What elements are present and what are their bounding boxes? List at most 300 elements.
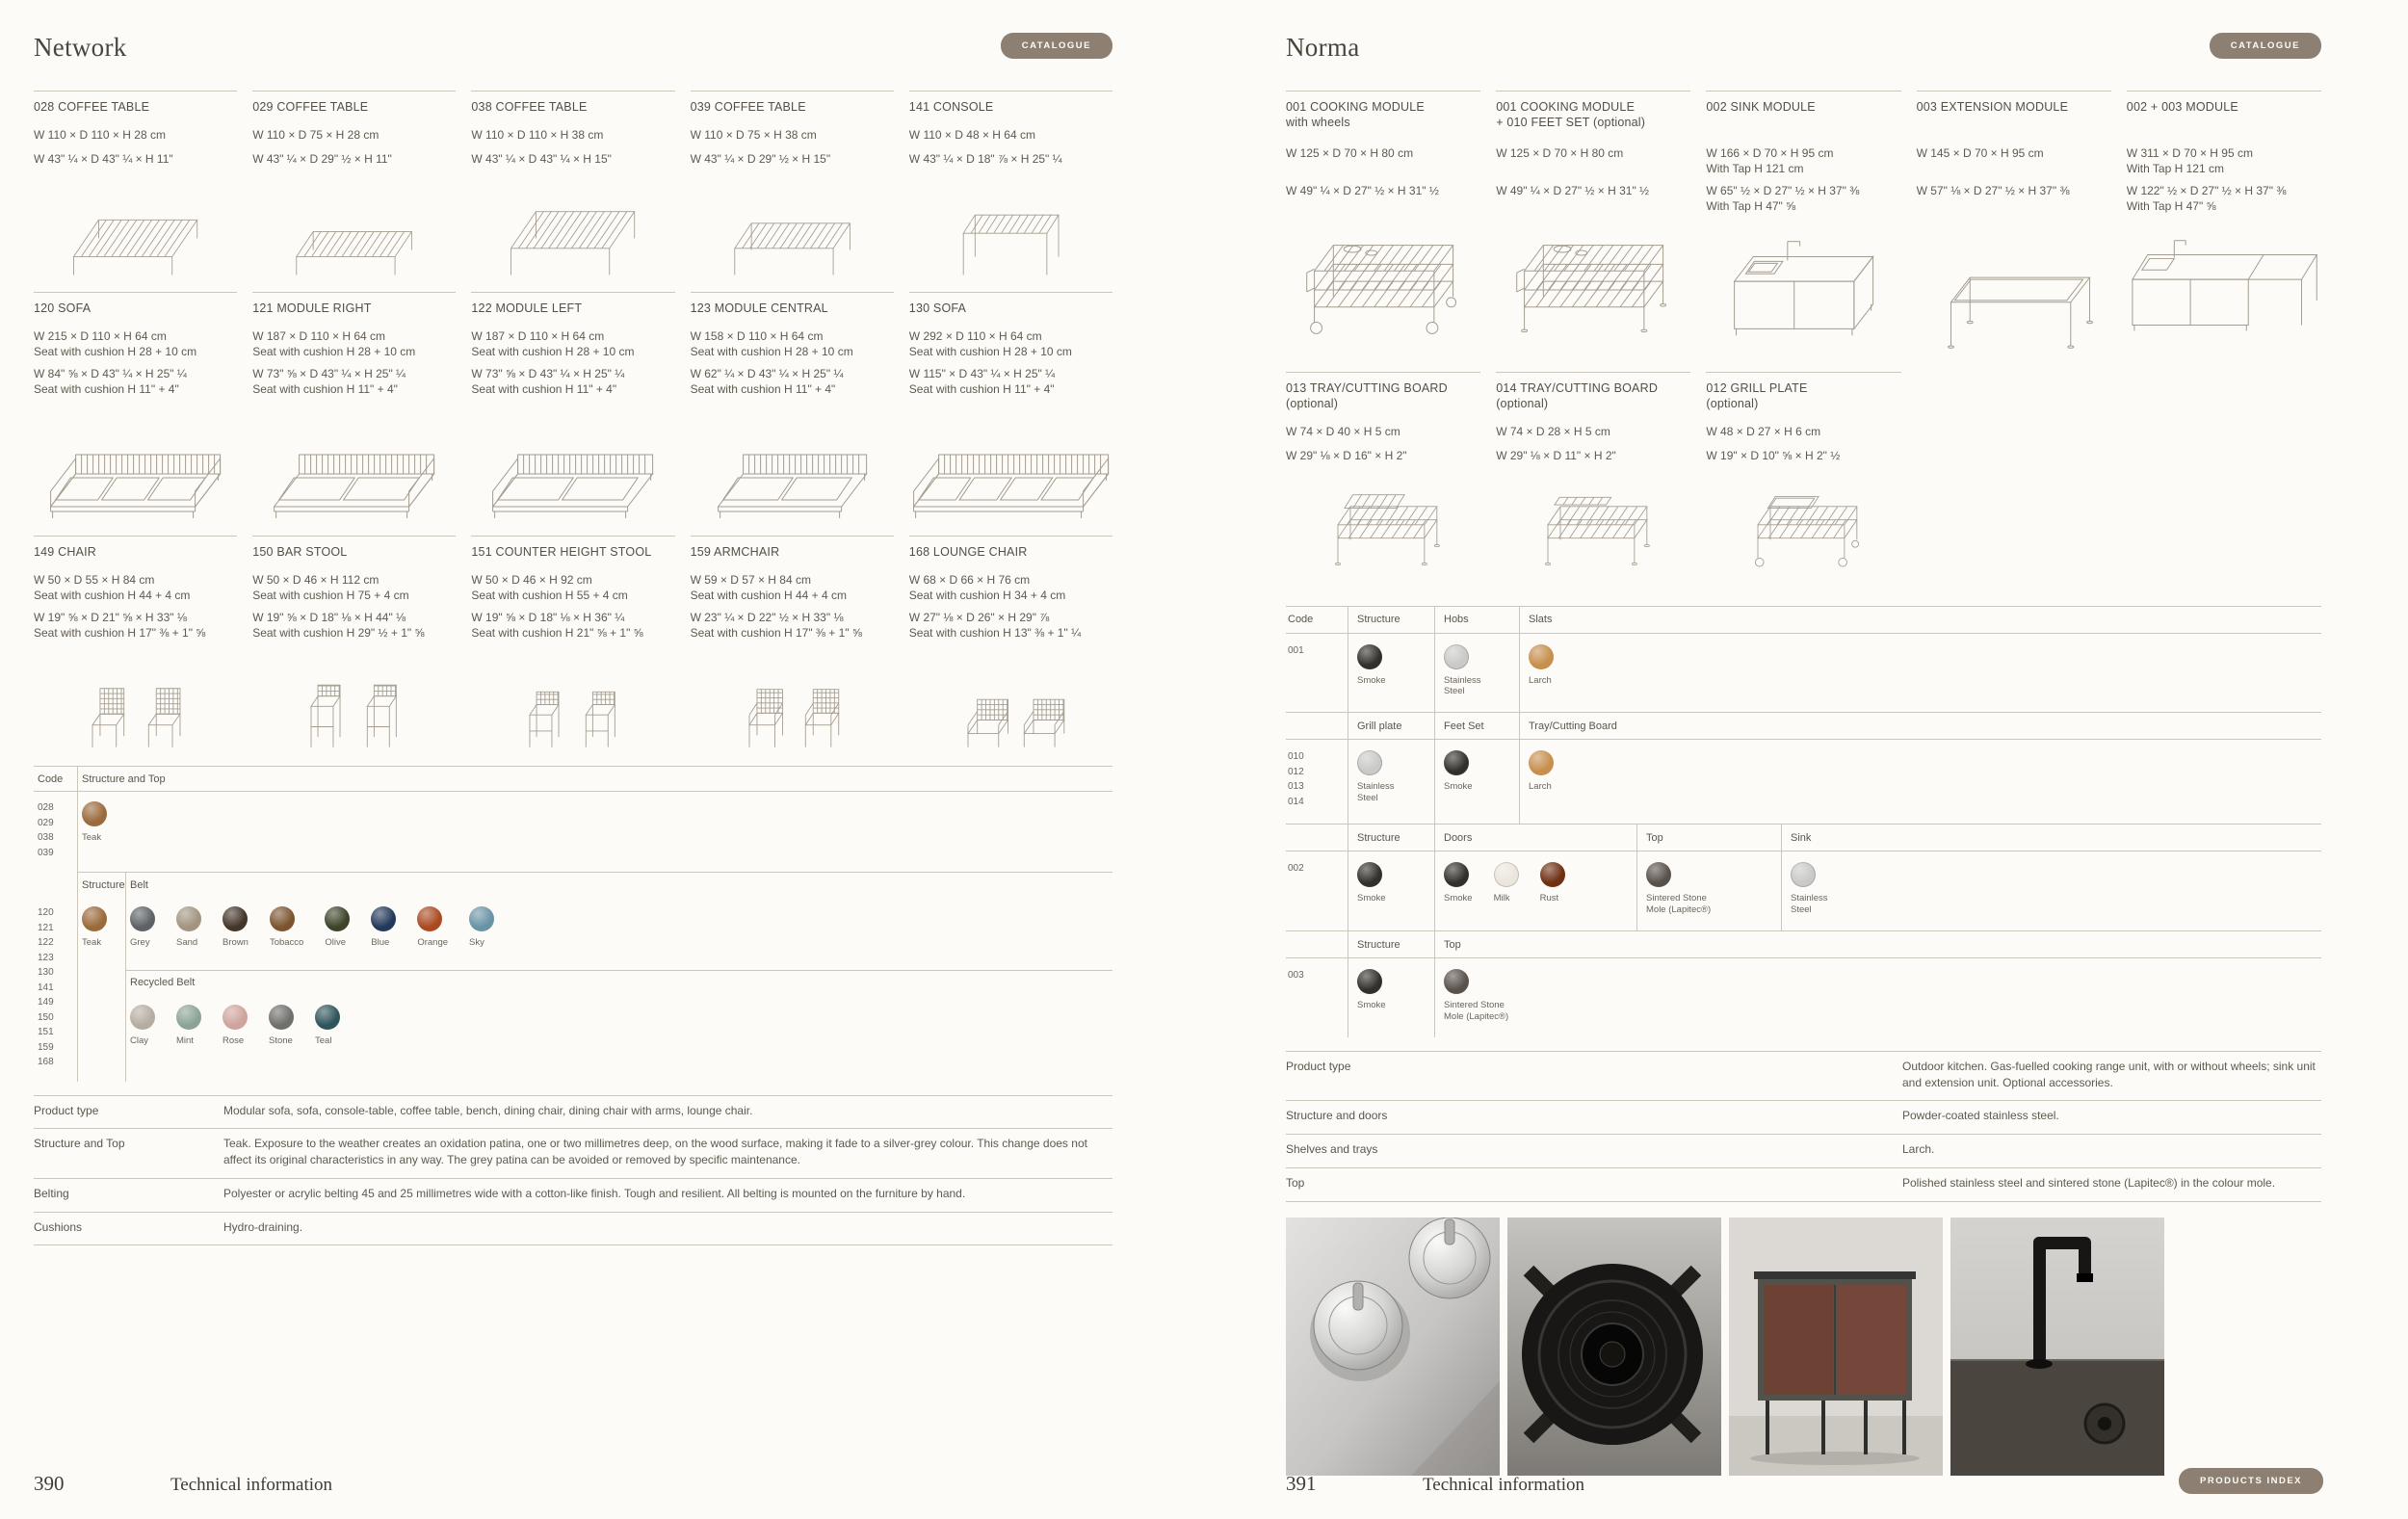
product-drawing-module-left xyxy=(471,406,674,522)
product-name: 012 GRILL PLATE (optional) xyxy=(1706,381,1808,411)
swatch-label: Sand xyxy=(176,937,198,948)
product-dimensions-inches: W 65" ½ × D 27" ½ × H 37" ⅜ With Tap H 47" ⅝ xyxy=(1706,184,1860,214)
swatch-label: Sky xyxy=(469,937,484,948)
swatch-row xyxy=(1782,851,2321,930)
product-card xyxy=(1496,372,1690,592)
finish-swatch xyxy=(325,906,350,949)
product-name: 001 COOKING MODULE with wheels xyxy=(1286,100,1425,130)
column-header: Top xyxy=(1435,931,2321,958)
swatch-circle xyxy=(82,801,107,826)
product-dimensions-cm: W 292 × D 110 × H 64 cm Seat with cushion H 28 + 10 cm xyxy=(908,329,1072,359)
swatch-circle xyxy=(417,906,442,931)
swatch-circle xyxy=(469,906,494,931)
finish-swatch xyxy=(1791,862,1845,916)
product-dimensions-inches: W 23" ¼ × D 22" ½ × H 33" ⅛ Seat with cushion H 17" ⅜ + 1" ⅝ xyxy=(690,611,862,641)
product-dimensions-inches: W 43" ¼ × D 29" ½ × H 11" xyxy=(252,152,392,166)
product-name: 014 TRAY/CUTTING BOARD (optional) xyxy=(1496,381,1659,411)
swatch-label: Smoke xyxy=(1357,1000,1386,1010)
structure-top-header: Structure and Top xyxy=(78,767,1112,792)
product-drawing-module-central xyxy=(691,406,894,522)
spec-label: Shelves and trays xyxy=(1286,1142,1378,1157)
spec-label: Structure and Top xyxy=(34,1137,125,1151)
page-title: Norma xyxy=(1286,33,1360,62)
swatch-row xyxy=(78,897,125,960)
swatch-circle xyxy=(176,906,201,931)
spec-row xyxy=(1286,1167,2321,1201)
swatch-circle xyxy=(1444,969,1469,994)
product-dimensions-cm: W 125 × D 70 × H 80 cm xyxy=(1286,146,1414,160)
swatch-label: Larch xyxy=(1529,674,1552,686)
column-header: Top xyxy=(1637,825,1781,851)
spec-row xyxy=(34,1095,1112,1129)
product-card xyxy=(909,91,1112,292)
swatch-row xyxy=(1348,851,1434,930)
catalogue-button[interactable]: CATALOGUE xyxy=(2210,33,2321,59)
belt-column xyxy=(126,872,1112,1082)
swatch-label: Rust xyxy=(1539,893,1559,904)
spec-value: Modular sofa, sofa, console-table, coffee table, bench, dining chair, dining chair with arms, lounge chair. xyxy=(223,1103,753,1117)
page-header xyxy=(1286,33,2321,91)
finishes-column xyxy=(1434,713,1519,824)
product-card xyxy=(691,292,894,536)
product-card xyxy=(34,91,237,292)
swatch-label: Sintered Stone Mole (Lapitec®) xyxy=(1646,893,1712,916)
finishes-column xyxy=(1348,713,1434,824)
product-card xyxy=(691,91,894,292)
swatch-label: Smoke xyxy=(1444,781,1473,793)
spec-row xyxy=(34,1212,1112,1245)
spec-row xyxy=(1286,1051,2321,1101)
finish-swatch xyxy=(82,801,107,844)
product-dimensions-cm: W 110 × D 110 × H 38 cm xyxy=(471,128,604,142)
page-footer xyxy=(34,1472,332,1496)
swatch-label: Stone xyxy=(269,1034,293,1046)
product-dimensions-inches: W 84" ⅝ × D 43" ¼ × H 25" ¼ Seat with cushion H 11" + 4" xyxy=(34,367,187,397)
finish-swatch xyxy=(1444,644,1498,698)
spec-value: Powder-coated stainless steel. xyxy=(1902,1109,2059,1123)
product-card xyxy=(34,292,237,536)
product-drawing-module-right xyxy=(252,406,456,522)
swatch-circle xyxy=(222,1005,248,1030)
product-dimensions-inches: W 73" ⅝ × D 43" ¼ × H 25" ¼ Seat with cushion H 11" + 4" xyxy=(252,367,406,397)
product-name: 159 ARMCHAIR xyxy=(690,545,780,559)
product-drawing-sink-module xyxy=(1706,223,1900,358)
product-dimensions-cm: W 110 × D 75 × H 38 cm xyxy=(690,128,817,142)
code-list: 002 xyxy=(1288,863,1304,875)
code-column xyxy=(34,872,78,1082)
column-header: Doors xyxy=(1435,825,1636,851)
product-row xyxy=(34,536,1112,766)
swatch-circle xyxy=(1529,644,1554,669)
spec-label: Product type xyxy=(1286,1059,1351,1073)
photo-gas-burner xyxy=(1507,1218,1721,1476)
product-card xyxy=(1706,91,1900,372)
finishes-column xyxy=(1519,713,2321,824)
finish-swatch xyxy=(176,1005,201,1047)
product-card xyxy=(471,91,674,292)
product-dimensions-inches: W 57" ⅛ × D 27" ½ × H 37" ⅜ xyxy=(1916,184,2070,197)
product-grid xyxy=(1286,91,2321,592)
product-name: 038 COFFEE TABLE xyxy=(471,100,588,114)
specifications-table xyxy=(1286,1051,2321,1202)
spec-row xyxy=(1286,1100,2321,1134)
product-drawing-table-square-low xyxy=(34,178,237,278)
product-dimensions-cm: W 110 × D 110 × H 28 cm xyxy=(34,128,166,142)
swatch-circle xyxy=(1444,750,1469,775)
code-header: Code xyxy=(34,767,77,792)
finish-swatch xyxy=(1444,862,1473,904)
products-index-button[interactable]: PRODUCTS INDEX xyxy=(2179,1468,2323,1494)
catalogue-button[interactable]: CATALOGUE xyxy=(1001,33,1112,59)
product-name: 121 MODULE RIGHT xyxy=(252,301,372,315)
product-dimensions-cm: W 74 × D 28 × H 5 cm xyxy=(1496,424,1610,438)
swatch-row xyxy=(1348,634,1434,713)
product-dimensions-cm: W 50 × D 46 × H 92 cm Seat with cushion H 55 + 4 cm xyxy=(471,573,628,603)
product-dimensions-cm: W 311 × D 70 × H 95 cm With Tap H 121 cm xyxy=(2126,146,2253,176)
swatch-label: Tobacco xyxy=(269,937,304,948)
finish-swatch xyxy=(1529,750,1554,793)
finishes-code-column xyxy=(1286,825,1348,930)
swatch-circle xyxy=(130,1005,155,1030)
product-drawing-table-rect-high xyxy=(691,178,894,278)
product-dimensions-inches: W 19" × D 10" ⅝ × H 2" ½ xyxy=(1706,448,1841,462)
product-name: 039 COFFEE TABLE xyxy=(690,100,806,114)
swatch-row xyxy=(126,897,1112,960)
column-header: Feet Set xyxy=(1435,713,1519,740)
product-dimensions-cm: W 125 × D 70 × H 80 cm xyxy=(1496,146,1624,160)
spec-value: Larch. xyxy=(1902,1142,1935,1157)
finishes-code-column xyxy=(1286,607,1348,713)
swatch-label: Orange xyxy=(417,937,449,948)
product-name: 168 LOUNGE CHAIR xyxy=(908,545,1028,559)
recycled-belt-header: Recycled Belt xyxy=(126,970,1112,995)
product-dimensions-inches: W 19" ⅝ × D 21" ⅝ × H 33" ⅛ Seat with cushion H 17" ⅜ + 1" ⅝ xyxy=(34,611,206,641)
swatch-row xyxy=(1435,634,1519,713)
product-card xyxy=(252,536,456,766)
product-drawing-extension-module xyxy=(1917,223,2111,358)
swatch-circle xyxy=(222,906,248,931)
swatch-label: Olive xyxy=(325,937,346,948)
swatch-circle xyxy=(1444,644,1469,669)
swatch-circle xyxy=(269,1005,294,1030)
product-name: 002 + 003 MODULE xyxy=(2126,100,2238,114)
column-header: Tray/Cutting Board xyxy=(1520,713,2321,740)
code-list: 001 xyxy=(1288,644,1304,656)
finishes-code-column xyxy=(1286,713,1348,824)
product-dimensions-cm: W 68 × D 66 × H 76 cm Seat with cushion H 34 + 4 cm xyxy=(908,573,1066,603)
product-dimensions-cm: W 187 × D 110 × H 64 cm Seat with cushion H 28 + 10 cm xyxy=(252,329,416,359)
finish-swatch xyxy=(469,906,494,949)
product-dimensions-inches: W 19" ⅝ × D 18" ⅛ × H 44" ⅛ Seat with cushion H 29" ½ + 1" ⅝ xyxy=(252,611,425,641)
code-list: 028 029 038 039 xyxy=(38,802,54,858)
product-drawing-chairs xyxy=(34,650,237,752)
product-drawing-acc-grill xyxy=(1706,475,1900,579)
swatch-circle xyxy=(1529,750,1554,775)
product-dimensions-cm: W 145 × D 70 × H 95 cm xyxy=(1916,146,2044,160)
spec-value: Hydro-draining. xyxy=(223,1219,303,1234)
product-dimensions-cm: W 187 × D 110 × H 64 cm Seat with cushion H 28 + 10 cm xyxy=(471,329,635,359)
product-drawing-table-rect-low xyxy=(252,178,456,278)
swatch-circle xyxy=(1494,862,1519,887)
swatch-label: Clay xyxy=(130,1034,149,1046)
product-dimensions-inches: W 43" ¼ × D 43" ¼ × H 11" xyxy=(34,152,173,166)
product-card xyxy=(909,292,1112,536)
column-header: Slats xyxy=(1520,607,2321,634)
swatch-circle xyxy=(176,1005,201,1030)
swatch-circle xyxy=(1791,862,1816,887)
product-name: 029 COFFEE TABLE xyxy=(252,100,369,114)
product-name: 028 COFFEE TABLE xyxy=(34,100,150,114)
product-row xyxy=(1286,372,2321,592)
finish-swatch xyxy=(1444,750,1473,793)
finishes-column xyxy=(1434,825,1636,930)
column-header xyxy=(1286,931,1348,958)
code-list: 003 xyxy=(1288,970,1304,981)
spec-label: Belting xyxy=(34,1186,69,1200)
swatch-label: Smoke xyxy=(1357,674,1386,686)
product-dimensions-inches: W 19" ⅝ × D 18" ⅛ × H 36" ¼ Seat with cushion H 21" ⅝ + 1" ⅝ xyxy=(471,611,643,641)
product-dimensions-cm: W 50 × D 55 × H 84 cm Seat with cushion H 44 + 4 cm xyxy=(34,573,191,603)
swatch-label: Rose xyxy=(222,1034,245,1046)
photo-kitchen-module xyxy=(1729,1218,1943,1476)
product-card xyxy=(691,536,894,766)
product-card xyxy=(471,536,674,766)
product-drawing-barstools xyxy=(252,650,456,752)
swatch-label: Brown xyxy=(222,937,249,948)
swatch-row xyxy=(1348,958,1434,1037)
product-drawing-combo-module xyxy=(2127,223,2321,358)
product-card xyxy=(252,91,456,292)
finish-swatch xyxy=(130,1005,155,1047)
finishes-column xyxy=(1434,931,2321,1037)
swatch-label: Stainless Steel xyxy=(1791,893,1828,916)
colors-table-bottom xyxy=(34,872,1112,1082)
finish-swatch xyxy=(1529,644,1554,687)
product-name: 002 SINK MODULE xyxy=(1706,100,1816,114)
finish-swatch xyxy=(315,1005,340,1047)
product-dimensions-inches: W 115" × D 43" ¼ × H 25" ¼ Seat with cushion H 11" + 4" xyxy=(908,367,1056,397)
spec-label: Top xyxy=(1286,1175,1305,1190)
product-dimensions-cm: W 74 × D 40 × H 5 cm xyxy=(1286,424,1400,438)
product-drawing-acc-tray-large xyxy=(1286,475,1480,579)
product-card xyxy=(2127,91,2321,372)
product-dimensions-inches: W 73" ⅝ × D 43" ¼ × H 25" ¼ Seat with cushion H 11" + 4" xyxy=(471,367,625,397)
column-header: Structure xyxy=(1348,825,1434,851)
swatch-label: Sintered Stone Mole (Lapitec®) xyxy=(1444,1000,1509,1022)
swatch-label: Teal xyxy=(315,1034,332,1046)
structure-column xyxy=(78,872,126,1082)
swatch-row xyxy=(1637,851,1781,930)
product-drawing-cart-feet xyxy=(1496,223,1690,358)
spec-value: Polished stainless steel and sintered stone (Lapitec®) in the colour mole. xyxy=(1902,1175,2276,1190)
swatch-circle xyxy=(1646,862,1671,887)
product-name: 149 CHAIR xyxy=(34,545,97,559)
finishes-code-column xyxy=(1286,931,1348,1037)
product-drawing-cart-wheels xyxy=(1286,223,1480,358)
finish-swatch xyxy=(176,906,201,949)
product-dimensions-cm: W 110 × D 48 × H 64 cm xyxy=(908,128,1035,142)
product-dimensions-cm: W 166 × D 70 × H 95 cm With Tap H 121 cm xyxy=(1706,146,1834,176)
product-dimensions-cm: W 158 × D 110 × H 64 cm Seat with cushion H 28 + 10 cm xyxy=(690,329,853,359)
product-name: 013 TRAY/CUTTING BOARD (optional) xyxy=(1286,381,1448,411)
spec-label: Structure and doors xyxy=(1286,1109,1388,1123)
page-norma xyxy=(1204,0,2408,1519)
product-dimensions-inches: W 49" ¼ × D 27" ½ × H 31" ½ xyxy=(1496,184,1650,197)
product-card xyxy=(1917,91,2111,372)
product-card xyxy=(252,292,456,536)
empty-cell xyxy=(2127,372,2321,592)
swatch-circle xyxy=(1540,862,1565,887)
swatch-label: Blue xyxy=(371,937,390,948)
photo-tap-detail xyxy=(1950,1218,2164,1476)
product-drawing-armchairs xyxy=(691,650,894,752)
colors-table-top xyxy=(34,766,1112,872)
swatch-label: Grey xyxy=(130,937,150,948)
column-header: Grill plate xyxy=(1348,713,1434,740)
swatch-circle xyxy=(130,906,155,931)
belt-header: Belt xyxy=(126,872,1112,897)
finish-swatch xyxy=(1444,969,1513,1023)
product-card xyxy=(1286,91,1480,372)
structure-header: Structure xyxy=(78,872,125,897)
page-title: Network xyxy=(34,33,127,62)
product-name: 141 CONSOLE xyxy=(908,100,994,114)
code-list: 120 121 122 123 130 141 149 150 151 159 168 xyxy=(38,907,54,1067)
spec-row xyxy=(1286,1134,2321,1167)
swatch-circle xyxy=(371,906,396,931)
finish-swatch xyxy=(130,906,155,949)
product-name: 003 EXTENSION MODULE xyxy=(1916,100,2069,114)
finish-swatch xyxy=(270,906,303,949)
spec-label: Product type xyxy=(34,1103,99,1117)
specifications-table xyxy=(34,1095,1112,1246)
swatch-circle xyxy=(1357,862,1382,887)
swatch-row xyxy=(1520,740,2321,824)
finishes-column xyxy=(1519,607,2321,713)
product-card xyxy=(471,292,674,536)
spec-label: Cushions xyxy=(34,1219,83,1234)
product-card xyxy=(1496,91,1690,372)
finish-swatch xyxy=(1494,862,1519,904)
code-header-empty xyxy=(34,872,77,897)
product-name: 130 SOFA xyxy=(908,301,967,315)
product-dimensions-inches: W 27" ⅛ × D 26" × H 29" ⅞ Seat with cushion H 13" ⅜ + 1" ¼ xyxy=(908,611,1082,641)
page-number: 390 xyxy=(34,1472,65,1495)
product-row xyxy=(1286,91,2321,372)
swatch-row xyxy=(1435,740,1519,824)
column-header xyxy=(1286,825,1348,851)
swatch-circle xyxy=(315,1005,340,1030)
swatch-label: Smoke xyxy=(1357,893,1386,904)
product-dimensions-inches: W 29" ⅛ × D 16" × H 2" xyxy=(1286,448,1407,462)
column-header xyxy=(1286,713,1348,740)
page-number: 391 xyxy=(1286,1472,1317,1495)
swatch-row xyxy=(1435,958,2321,1037)
column-header: Structure xyxy=(1348,931,1434,958)
finishes-section xyxy=(1286,824,2321,930)
product-dimensions-inches: W 62" ¼ × D 43" ¼ × H 25" ¼ Seat with cushion H 11" + 4" xyxy=(690,367,844,397)
finish-swatch xyxy=(222,906,249,949)
footer-title: Technical information xyxy=(170,1475,333,1495)
product-drawing-counterstools xyxy=(471,650,674,752)
product-drawing-sofa-wide xyxy=(909,406,1112,522)
product-drawing-sofa xyxy=(34,406,237,522)
finish-swatch xyxy=(1357,644,1386,687)
product-card xyxy=(909,536,1112,766)
swatch-label: Milk xyxy=(1493,893,1510,904)
product-card xyxy=(34,536,237,766)
product-row xyxy=(34,91,1112,292)
swatch-label: Teak xyxy=(82,937,102,948)
swatch-label: Mint xyxy=(176,1034,194,1046)
footer-title: Technical information xyxy=(1423,1475,1585,1495)
product-card xyxy=(1706,372,1900,592)
product-name: 123 MODULE CENTRAL xyxy=(690,301,828,315)
finish-swatch xyxy=(82,906,107,949)
swatch-row xyxy=(1348,740,1434,824)
finishes-column xyxy=(1781,825,2321,930)
finish-swatch xyxy=(269,1005,294,1047)
spec-row xyxy=(34,1128,1112,1178)
product-dimensions-inches: W 43" ¼ × D 29" ½ × H 15" xyxy=(690,152,831,166)
product-name: 120 SOFA xyxy=(34,301,92,315)
swatch-circle xyxy=(1357,969,1382,994)
finish-swatch xyxy=(1540,862,1565,904)
product-name: 150 BAR STOOL xyxy=(252,545,348,559)
swatch-row xyxy=(78,792,1112,871)
product-dimensions-cm: W 48 × D 27 × H 6 cm xyxy=(1706,424,1821,438)
spec-value: Outdoor kitchen. Gas-fuelled cooking range unit, with or without wheels; sink unit and extension unit. Optional accessories. xyxy=(1902,1059,2316,1089)
product-dimensions-inches: W 29" ⅛ × D 11" × H 2" xyxy=(1496,448,1616,462)
product-dimensions-inches: W 43" ¼ × D 43" ¼ × H 15" xyxy=(471,152,612,166)
colors-finishes-table xyxy=(1286,606,2321,1037)
finishes-section xyxy=(1286,712,2321,824)
product-drawing-table-square-high xyxy=(471,178,674,278)
spec-value: Teak. Exposure to the weather creates an oxidation patina, one or two millimetres deep, on the wood surface, making it fade to a silver-grey colour. This change does not affect its original characteristics in any way. The grey patina can be avoided or removed by specific maintenance. xyxy=(223,1137,1087,1167)
code-column xyxy=(34,767,78,872)
finishes-column xyxy=(1348,931,1434,1037)
column-header: Structure xyxy=(1348,607,1434,634)
swatch-label: Teak xyxy=(82,832,102,843)
finishes-column xyxy=(1434,607,1519,713)
finish-swatch xyxy=(1357,750,1411,804)
product-card xyxy=(1286,372,1480,592)
product-drawing-console xyxy=(909,178,1112,278)
swatch-label: Larch xyxy=(1529,781,1552,793)
photo-hob-knobs xyxy=(1286,1218,1500,1476)
swatch-circle xyxy=(1357,644,1382,669)
product-name: 001 COOKING MODULE + 010 FEET SET (optional) xyxy=(1496,100,1646,130)
swatch-label: Stainless Steel xyxy=(1444,674,1481,697)
swatch-label: Smoke xyxy=(1444,893,1473,904)
code-list: 010 012 013 014 xyxy=(1288,751,1304,807)
product-drawing-acc-tray-small xyxy=(1496,475,1690,579)
page-footer xyxy=(1286,1472,1584,1496)
finish-swatch xyxy=(417,906,448,949)
structure-top-column xyxy=(78,767,1112,872)
product-dimensions-inches: W 122" ½ × D 27" ½ × H 37" ⅜ With Tap H 47" ⅝ xyxy=(2126,184,2287,214)
finishes-section xyxy=(1286,606,2321,713)
product-name: 151 COUNTER HEIGHT STOOL xyxy=(471,545,652,559)
empty-cell xyxy=(1917,372,2111,592)
column-header: Sink xyxy=(1782,825,2321,851)
swatch-circle xyxy=(82,906,107,931)
product-row xyxy=(34,292,1112,536)
colors-finishes-table xyxy=(34,766,1112,1082)
finishes-column xyxy=(1348,825,1434,930)
column-header: Hobs xyxy=(1435,607,1519,634)
finishes-column xyxy=(1636,825,1781,930)
